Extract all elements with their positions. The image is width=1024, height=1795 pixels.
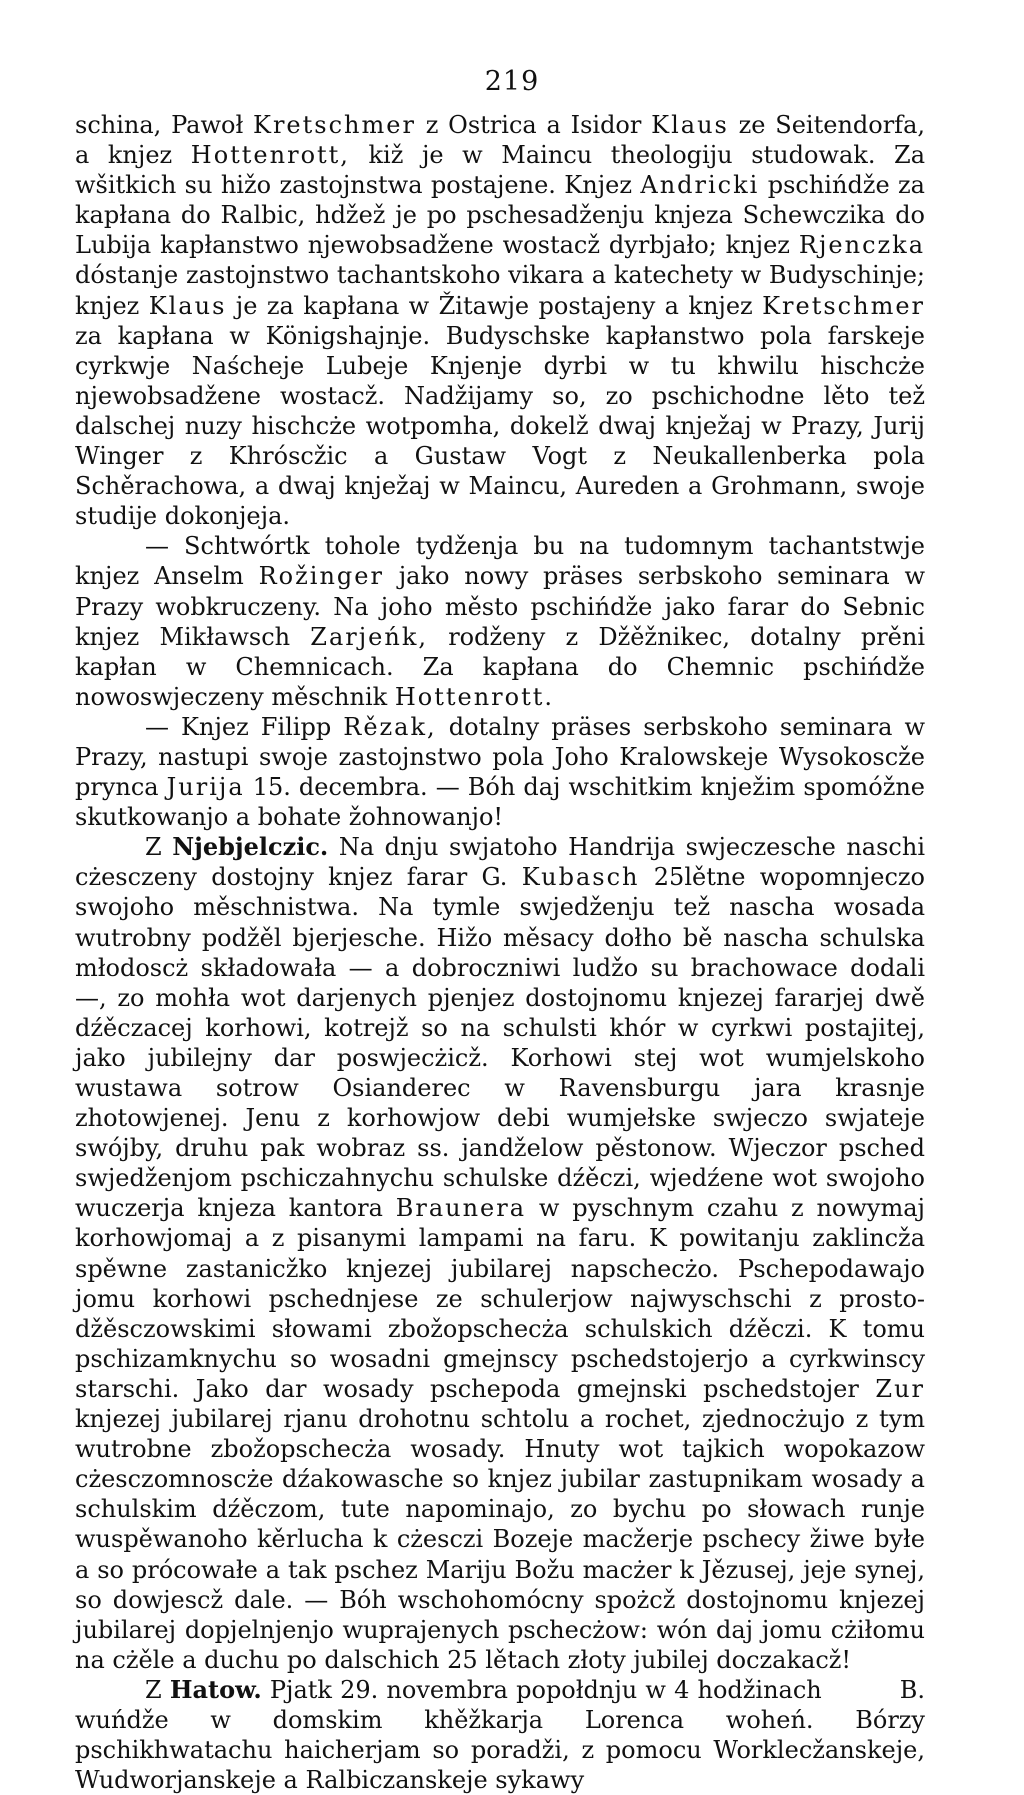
spaced-name: Rjenczka: [798, 231, 925, 260]
text-run: pschińdže za kapłana do Ralbic, hdžež je po pschesadženju knjeza Schewczika do Lubija kapłanstwo njewobsadžene wostacž dyrbjało; knjez: [75, 171, 925, 260]
place-heading: Hatow.: [169, 1674, 262, 1704]
signature: B.: [899, 1675, 925, 1704]
spaced-name: Klaus: [148, 291, 227, 320]
page-number: 219: [484, 66, 540, 97]
spaced-name: Jurija: [166, 773, 245, 802]
paragraph: [75, 110, 925, 531]
text-run: Z: [145, 1675, 170, 1704]
text-run: Pjatk 29. novembra popołdnju w 4 hodžinach wuńdže w domskim khěžkarja Lorenca woheń. Bórzy pschikhwatachu haicherjam so poradži, z pomocu Worklecžanskeje, Wudworjanskeje a Ralbiczanskeje sykawy: [75, 1675, 925, 1795]
spaced-name: Hottenrott.: [394, 682, 554, 711]
paragraph: [75, 1675, 925, 1795]
text-run: w pyschnym czahu z nowymaj korhowjomaj a z pisanymi lampami na faru. K powitanju zaklincža spěwne zastanicžko knjezej jubilarej napschecżo. Pschepodawajo jomu korhowi pschednjese ze schulerjow najwyschschi z prosto-džěsczowskimi słowami zbožopschecża schulskich dźěczi. K tomu pschizamknychu so wosadni gmejnscy pschedstojerjo a cyrkwinscy starschi. Jako dar wosady pschepoda gmejnski pschedstojer: [75, 1194, 925, 1403]
spaced-name: Kretschmer: [762, 291, 926, 320]
text-run: knjezej jubilarej rjanu drohotnu schtolu a rochet, zjednocżujo z tym wutrobne zbožopschecża wosady. Hnuty wot tajkich wopokazow cżesczomnoscże dźakowasche so knjez jubilar zastupnikam wosady a schulskim dźěczom, tute napominajo, zo bychu po słowach runje wuspěwanoho kěrlucha k cżesczi Bozeje macžerje pschecy žiwe byłe a so prócowałe a tak pschez Mariju Božu macżer k Jězusej, jeje synej, so dowjescž dale. — Bóh wschohomócny spożcž dostojnomu knjezej jubilarej dopjelnjenjo wuprajenych pschecżow: wón daj jomu cżiłomu na cżěle a duchu po dalschich 25 lětach złoty jubilej doczakacž!: [75, 1405, 925, 1674]
text-run: — Knjez Filipp: [145, 712, 344, 741]
paragraph: [75, 531, 925, 712]
spaced-name: Kubasch: [521, 863, 640, 892]
text-run: — Schtwórtk tohole tydženja bu na tudomnym tachantstwje knjez Anselm: [75, 532, 925, 591]
text-run: schina, Pawoł: [75, 111, 254, 139]
spaced-name: Hottenrott,: [190, 141, 350, 170]
text-run: rodženy z Džěžnikec, dotalny prěni kapłan w Chemnicach. Za kapłana do Chemnic pschińdže nowoswjeczeny měschnik: [75, 622, 925, 711]
spaced-name: Zur: [875, 1374, 925, 1403]
spaced-name: Zarjeńk,: [310, 622, 429, 651]
body-text: [75, 110, 925, 1795]
spaced-name: Klaus: [651, 111, 729, 139]
text-run: Na dnju swjatoho Handrija swjeczesche naschi cżesczeny dostojny knjez farar G.: [75, 833, 925, 892]
text-run: ze Seitendorfa, a knjez: [75, 111, 926, 170]
text-run: 15. decembra. — Bóh daj wschitkim knježim spomóžne skutkowanjo a bohate žohnowanjo!: [75, 773, 926, 832]
text-run: z Ostrica a Isidor: [415, 111, 652, 139]
spaced-name: Rězak,: [343, 712, 437, 741]
text-run: 25lětne wopomnjeczo swojoho měschnistwa. Na tymle swjedženju tež nascha wosada wutrobny podžěl bjerjesche. Hižo měsacy dołho bě nascha schulska młodoscż składowała — a dobroczniwi ludžo su brachowace dodali —, zo mohła wot darjenych pjenjez dostojnomu knjezej fararjej dwě dźěczacej korhowi, kotrejž so na schulsti khór w cyrkwi postajitej, jako jubilejny dar poswjecżicž. Korhowi stej wot wumjelskoho wustawa sotrow Osianderec w Ravensburgu jara krasnje zhotowjenej. Jenu z korhowjow debi wumjełske swjeczo swjateje swójby, druhu pak wobraz ss. jandželow pěstonow. Wjeczor psched swjedženjom pschiczahnychu schulske dźěczi, wjedźene wot swojoho wuczerja knjeza kantora: [75, 863, 925, 1223]
spaced-name: Rožinger: [258, 562, 384, 591]
text-run: dóstanje zastojnstwo tachantskoho vikara a katechety w Budyschinje; knjez: [75, 261, 925, 320]
text-run: kiž je w Maincu theologiju studowak. Za wšitkich su hižo zastojnstwa postajene. Knjez: [75, 141, 926, 200]
text-run: jako nowy präses serbskoho seminara w Prazy wobkruczeny. Na joho město pschińdže jako farar do Sebnic knjez Mikławsch: [75, 562, 925, 651]
text-run: dotalny präses serbskoho seminara w Prazy, nastupi swoje zastojnstwo pola Joho Kralowskeje Wysokoscže prynca: [75, 712, 926, 802]
paragraph: [75, 712, 925, 832]
text-run: je za kapłana w Žitawje postajeny a knjez: [226, 291, 763, 320]
spaced-name: Braunera: [395, 1194, 527, 1223]
spaced-name: Andricki: [640, 171, 760, 200]
text-run: za kapłana w Königshajnje. Budyschske kapłanstwo pola farskeje cyrkwje Naścheje Lubeje Knjenje dyrbi w tu khwilu hischcże njewobsadžene wostacž. Nadžijamy so, zo pschichodne lěto tež dalschej nuzy hischcże wotpomha, dokelž dwaj knježaj w Prazy, Jurij Winger z Khróscžic a Gustaw Vogt z Neukallenberka pola Schěrachowa, a dwaj knježaj w Maincu, Aureden a Grohmann, swoje studije dokonjeja.: [75, 321, 925, 531]
place-heading: Njebjelczic.: [172, 832, 329, 862]
spaced-name: Kretschmer: [253, 111, 416, 139]
text-run: Z: [145, 833, 173, 862]
